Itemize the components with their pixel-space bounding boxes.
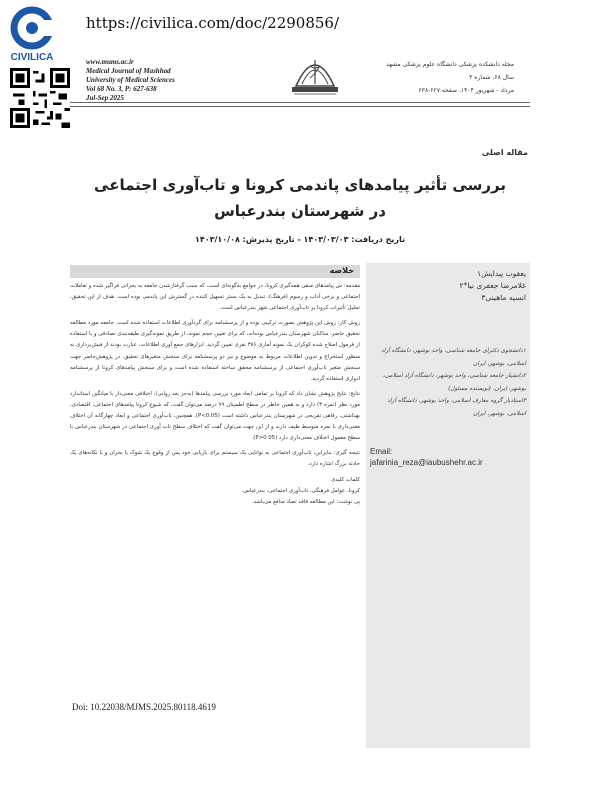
keywords: کرونا، عوامل فرهنگی، تاب‌آوری اجتماعی، بندرعباس. [241, 487, 360, 494]
university-emblem-icon [288, 48, 342, 96]
qr-code-icon [10, 68, 70, 128]
journal-site[interactable]: www.mums.ac.ir [86, 58, 134, 66]
journal-date: Jul-Sep 2025 [86, 94, 124, 102]
journal-info-english [86, 58, 246, 103]
abstract-introduction: مقدمه: ش پیامدهای منفی همه‌گیری کرونا، در جوامع به‌گونه‌ای است، که سبب گرفتارشدن جامعه به بحرانی فراگیر شده و تعاملات اجتماعی و برخی آداب و رسوم (فرهنگ)، تبدیل به یک بستر تسهیل کننده در گسترش این پاندمی بوده است. هدف از این تحقیق، تحلیل تأثیرات کرونا بر تاب‌آوری اجتماعی شهر بندرعباس است. [70, 283, 360, 312]
footnote: پی نوشت: این مطالعه فاقد تضاد منافع می‌باشد. [251, 498, 360, 505]
header-divider-second [70, 106, 530, 107]
affiliation: ۱دانشجوی دکترای جامعه شناسی، واحد بوشهر، دانشگاه آزاد اسلامی، بوشهر، ایران [381, 348, 526, 367]
journal-pages: مرداد - شهریور ۱۴۰۴، صفحه ۶۲۷-۶۳۸ [418, 87, 514, 94]
abstract-results: نتایج: نتایج پژوهش نشان داد که کرونا بر تمامی ابعاد مورد بررسی پیامدها (به‌جز بعد روانی)، اختلافی معنی‌دار با میانگین استاندارد مورد نظر (نمره ۳) دارد و به همین خاطر در سطح اطمینان ۹۹ درصد می‌توان گفت، که شیوع کرونا پیامدهای اجتماعی، اقتصادی، بهداشتی، رفاهی تفریحی در شهرستان بندرعباس داشته است (P<0.05). همچنین، تاب‌آوری اجتماعی و ابعاد چهارگانه آن اختلاف معنی‌داری با نمره متوسط طیف دارند و از این جهت می‌توان گفت که اختلاف سطح تاب آوری اجتماعی در شهرستان بندرعباس با سطح معمول اختلاف معنی‌داری دارد (P>0.05). [70, 390, 361, 442]
journal-name-persian: مجله دانشکده پزشکی دانشگاه علوم پزشکی مشهد [386, 61, 514, 68]
civilica-url[interactable]: https://civilica.com/doc/2290856/ [86, 14, 340, 32]
author-name: یعقوب پیدایش۱ [477, 269, 526, 278]
contact-email [370, 446, 525, 468]
author-list [376, 268, 526, 304]
journal-name-line2: University of Medical Sciences [86, 76, 175, 84]
affiliation: ۳استادیار گروه معارف اسلامی، واحد بوشهر، دانشگاه آزاد اسلامی، بوشهر، ایران [387, 398, 526, 417]
civilica-logo-text: CIVILICA [10, 52, 54, 63]
civilica-logo [6, 6, 58, 64]
journal-year-issue: سال ۶۸، شماره ۳ [469, 74, 514, 81]
header-divider [70, 102, 530, 103]
article-type: مقاله اصلی [481, 148, 528, 157]
article-dates: تاریخ دریافت: ۱۴۰۳/۰۳/۰۳ - تاریخ پذیرش: ۱۴۰۳/۱۰/۰۸ [194, 235, 406, 244]
journal-volume: Vol 68 No. 3, P: 627-638 [86, 85, 157, 93]
keywords-label: کلمات کلیدی [331, 476, 360, 483]
journal-name-line1: Medical Journal of Mashhad [86, 67, 171, 75]
journal-info-persian [364, 58, 514, 97]
abstract-heading-bar [70, 265, 360, 278]
affiliation: ۲دانشیار جامعه شناسی، واحد بوشهر، دانشگاه آزاد اسلامی، بوشهر، ایران. (نویسنده مسئول) [382, 373, 526, 392]
author-name: غلامرضا جعفری نیا*۲ [459, 281, 526, 290]
abstract-heading: خلاصه [329, 266, 354, 275]
author-name: انسیه ماهینی۳ [481, 293, 526, 302]
abstract-body [70, 281, 360, 508]
abstract-conclusion: نتیجه گیری: بنابراین، تاب‌آوری اجتماعی به توانایی یک سیستم برای بازیابی خود پس از وقوع یک شوک یا بحران و یا تکانه‌های یک حادثه بزرگ اشاره دارد. [70, 450, 360, 468]
email-label: Email: [370, 447, 393, 456]
author-info-panel [366, 263, 530, 748]
doi[interactable]: Doi: 10.22038/MJMS.2025.80118.4619 [72, 702, 216, 712]
article-title: بررسی تأثیر پیامدهای پاندمی کرونا و تاب‌آوری اجتماعی در شهرستان بندرعباس [94, 176, 506, 220]
affiliation-list [371, 345, 526, 420]
abstract-methods: روش کار: روش این پژوهش بصورت ترکیبی بوده و از پرسشنامه برای گردآوری اطلاعات استفاده شده است. جامعه مورد مطالعه تحقیق حاضر، ساکنان شهرستان بندرعباس بوده‌اند، که برای تعیین حجم نمونه، از طریق نمونه‌گیری طبقه‌بندی تصادفی و با استفاده از فرمول اصلاح شده کوکران یک نمونه آماری ۳۸۶ نفری تعیین گردید. ابزارهای جمع آوری اطلاعات، عبارت بودند از فیش‌برداری به منظور استخراج و تدوین اطلاعات مربوط به موضوع و نیز دو پرسشنامه برای سنجش متغیرهای تحقیق. در پژوهش‌حاضر جهت سنجش متغیر تاب‌آوری اجتماعی از پرسشنامه محقق ساخته استفاده شده است و برای سنجش پیامدهای کرونا از پرسشنامه ادواری استفاده گردید. [70, 320, 360, 382]
email-address[interactable]: jafarinia_reza@iaubushehr.ac.ir [370, 458, 483, 467]
